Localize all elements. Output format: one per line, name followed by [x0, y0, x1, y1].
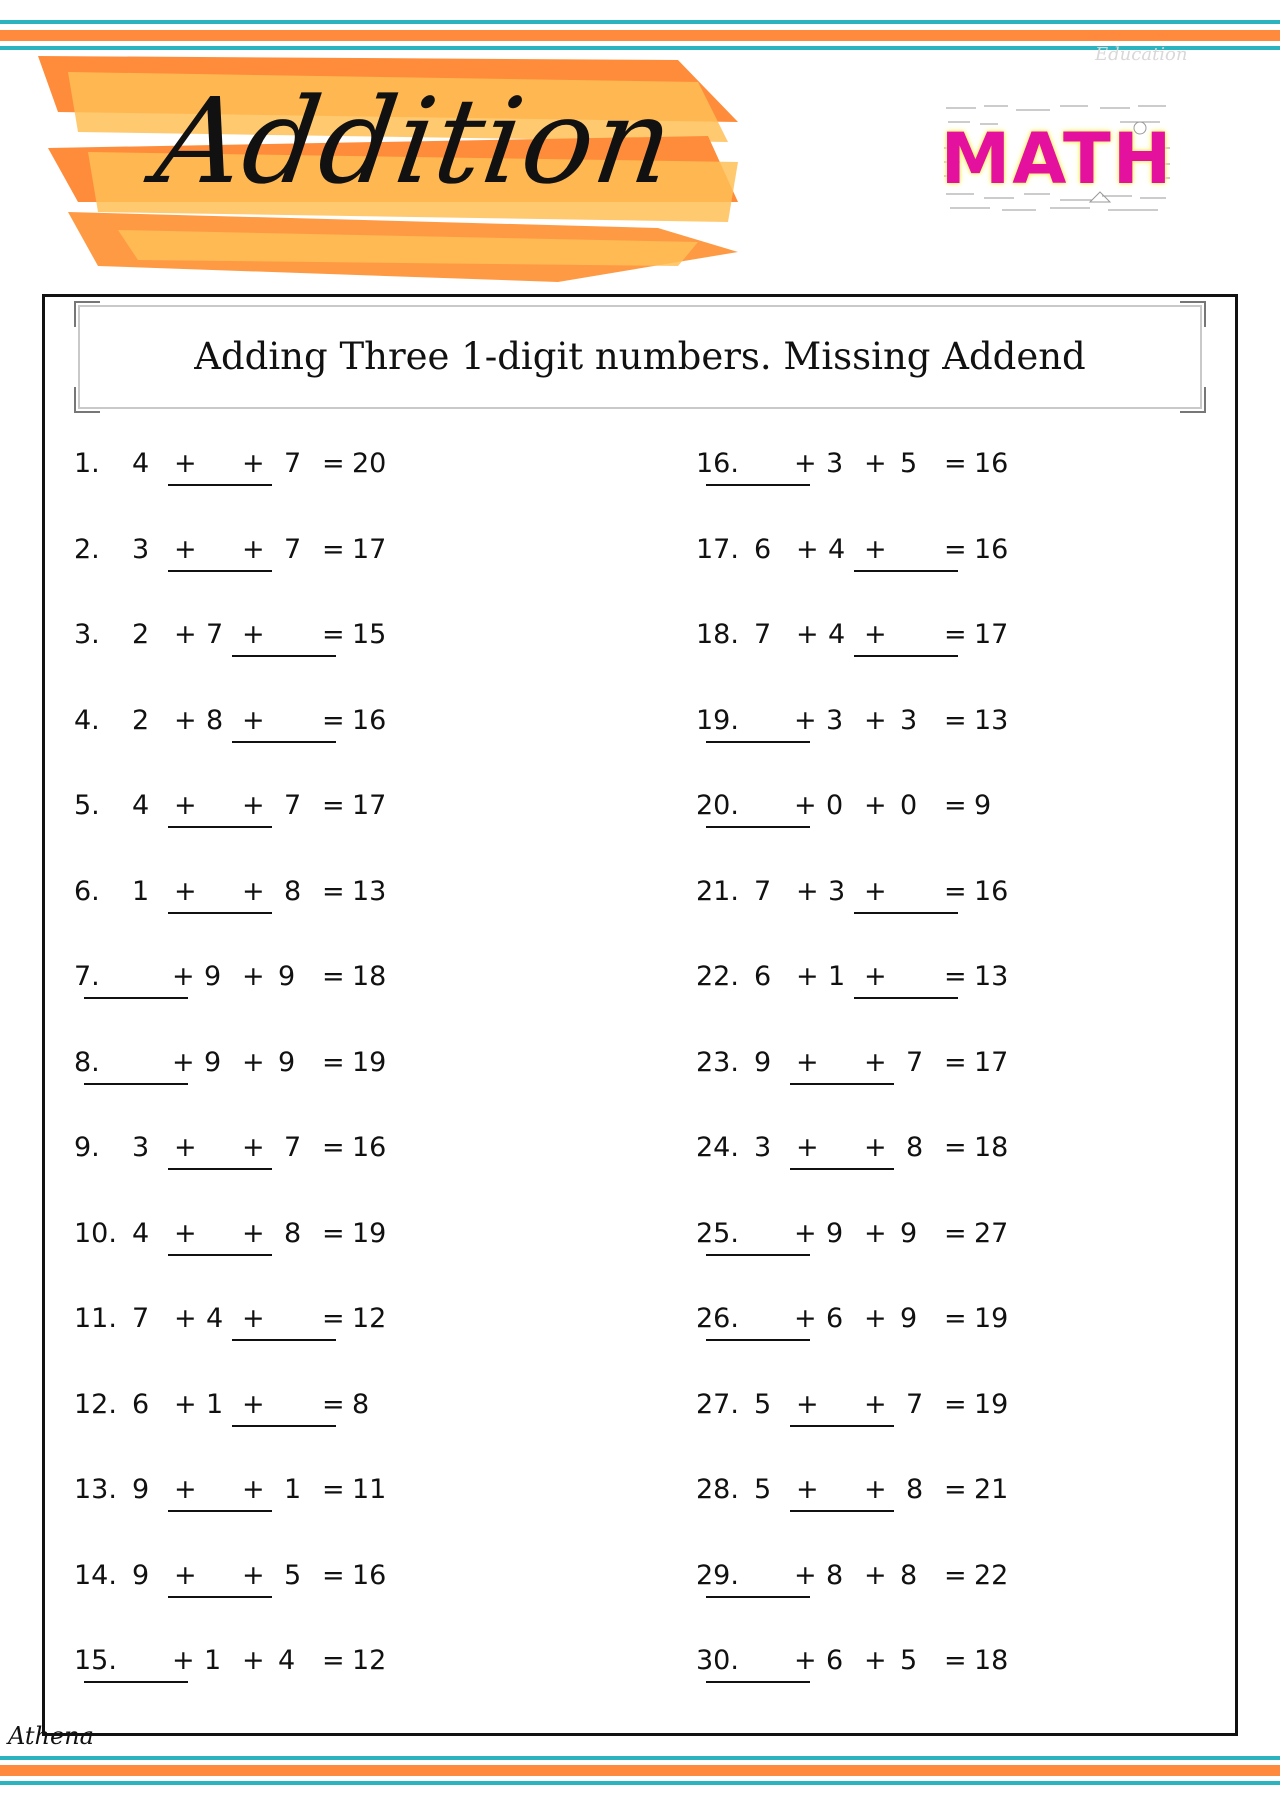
problem-item: [74, 1295, 594, 1345]
problem-number: 20.: [696, 790, 739, 821]
equals-sign: =: [944, 961, 967, 992]
plus-sign: +: [242, 1303, 265, 1334]
plus-sign: +: [794, 790, 817, 821]
equals-sign: =: [944, 876, 967, 907]
problem-number: 18.: [696, 619, 739, 650]
plus-sign: +: [242, 1645, 265, 1676]
equals-sign: =: [322, 1560, 345, 1591]
sum-value: 19: [352, 1047, 387, 1078]
addend-a: 6: [754, 534, 772, 565]
sum-value: 16: [974, 876, 1009, 907]
problem-item: [696, 611, 1216, 661]
answer-blank[interactable]: [168, 826, 272, 828]
answer-blank[interactable]: [168, 1510, 272, 1512]
plus-sign: +: [794, 1218, 817, 1249]
equals-sign: =: [322, 448, 345, 479]
answer-blank[interactable]: [168, 570, 272, 572]
addend-c: 7: [284, 1132, 302, 1163]
sum-value: 19: [974, 1303, 1009, 1334]
addend-b: 1: [204, 1645, 222, 1676]
sum-value: 17: [352, 790, 387, 821]
addend-c: 8: [906, 1474, 924, 1505]
plus-sign: +: [796, 1047, 819, 1078]
equals-sign: =: [322, 1389, 345, 1420]
plus-sign: +: [796, 961, 819, 992]
answer-blank[interactable]: [790, 1083, 894, 1085]
equals-sign: =: [322, 619, 345, 650]
equals-sign: =: [944, 534, 967, 565]
problem-item: [696, 868, 1216, 918]
top-stripe-teal: [0, 20, 1280, 24]
answer-blank[interactable]: [854, 912, 958, 914]
answer-blank[interactable]: [232, 1425, 336, 1427]
addend-b: 0: [826, 790, 844, 821]
problem-number: 5.: [74, 790, 100, 821]
addend-a: 5: [754, 1389, 772, 1420]
equals-sign: =: [322, 1047, 345, 1078]
problem-number: 24.: [696, 1132, 739, 1163]
addend-c: 3: [900, 705, 918, 736]
problem-item: [696, 953, 1216, 1003]
plus-sign: +: [794, 1303, 817, 1334]
plus-sign: +: [242, 448, 265, 479]
plus-sign: +: [172, 1047, 195, 1078]
addend-a: 2: [132, 619, 150, 650]
problem-item: [74, 1381, 594, 1431]
plus-sign: +: [242, 876, 265, 907]
addend-c: 5: [284, 1560, 302, 1591]
addend-c: 9: [278, 961, 296, 992]
plus-sign: +: [174, 876, 197, 907]
answer-blank[interactable]: [84, 997, 188, 999]
problem-number: 19.: [696, 705, 739, 736]
problem-number: 28.: [696, 1474, 739, 1505]
sum-value: 13: [974, 705, 1009, 736]
addend-a: 7: [132, 1303, 150, 1334]
plus-sign: +: [174, 1560, 197, 1591]
addend-a: 7: [754, 619, 772, 650]
addend-c: 9: [900, 1218, 918, 1249]
plus-sign: +: [864, 1474, 887, 1505]
addend-c: 7: [284, 790, 302, 821]
problem-item: [74, 1466, 594, 1516]
sum-value: 18: [352, 961, 387, 992]
problem-number: 2.: [74, 534, 100, 565]
plus-sign: +: [174, 790, 197, 821]
plus-sign: +: [242, 1047, 265, 1078]
plus-sign: +: [242, 534, 265, 565]
problem-number: 25.: [696, 1218, 739, 1249]
answer-blank[interactable]: [790, 1425, 894, 1427]
addend-b: 3: [826, 705, 844, 736]
sum-value: 8: [352, 1389, 370, 1420]
sum-value: 19: [974, 1389, 1009, 1420]
equals-sign: =: [322, 876, 345, 907]
answer-blank[interactable]: [168, 484, 272, 486]
addend-a: 3: [132, 534, 150, 565]
problem-number: 11.: [74, 1303, 117, 1334]
answer-blank[interactable]: [84, 1681, 188, 1683]
addend-b: 9: [204, 961, 222, 992]
problem-item: [74, 526, 594, 576]
sum-value: 9: [974, 790, 992, 821]
answer-blank[interactable]: [232, 741, 336, 743]
problem-item: [74, 1124, 594, 1174]
plus-sign: +: [174, 1389, 197, 1420]
problem-item: [696, 1124, 1216, 1174]
plus-sign: +: [794, 448, 817, 479]
addend-b: 4: [206, 1303, 224, 1334]
answer-blank[interactable]: [706, 1254, 810, 1256]
plus-sign: +: [864, 1218, 887, 1249]
answer-blank[interactable]: [790, 1168, 894, 1170]
equals-sign: =: [322, 1218, 345, 1249]
worksheet-title-frame: [78, 305, 1202, 409]
sum-value: 16: [352, 705, 387, 736]
sum-value: 13: [352, 876, 387, 907]
addend-b: 8: [826, 1560, 844, 1591]
answer-blank[interactable]: [84, 1083, 188, 1085]
addend-a: 6: [754, 961, 772, 992]
plus-sign: +: [242, 705, 265, 736]
problem-number: 9.: [74, 1132, 100, 1163]
problem-number: 7.: [74, 961, 100, 992]
problem-number: 30.: [696, 1645, 739, 1676]
plus-sign: +: [864, 790, 887, 821]
plus-sign: +: [242, 1132, 265, 1163]
sum-value: 19: [352, 1218, 387, 1249]
equals-sign: =: [944, 1389, 967, 1420]
bottom-stripe-teal-lower: [0, 1781, 1280, 1785]
answer-blank[interactable]: [706, 484, 810, 486]
plus-sign: +: [796, 534, 819, 565]
addend-a: 4: [132, 1218, 150, 1249]
plus-sign: +: [242, 1218, 265, 1249]
bottom-stripe-teal: [0, 1756, 1280, 1760]
addend-c: 7: [906, 1047, 924, 1078]
plus-sign: +: [864, 534, 887, 565]
sum-value: 22: [974, 1560, 1009, 1591]
answer-blank[interactable]: [854, 655, 958, 657]
problem-number: 26.: [696, 1303, 739, 1334]
sum-value: 17: [974, 619, 1009, 650]
equals-sign: =: [322, 1303, 345, 1334]
problem-item: [696, 1210, 1216, 1260]
answer-blank[interactable]: [854, 570, 958, 572]
addend-b: 3: [826, 448, 844, 479]
equals-sign: =: [944, 1303, 967, 1334]
addend-a: 3: [132, 1132, 150, 1163]
problem-item: [74, 697, 594, 747]
sum-value: 16: [974, 448, 1009, 479]
watermark-top: Education: [1095, 44, 1188, 65]
sum-value: 17: [352, 534, 387, 565]
addend-c: 1: [284, 1474, 302, 1505]
plus-sign: +: [864, 1389, 887, 1420]
plus-sign: +: [794, 705, 817, 736]
addend-a: 7: [754, 876, 772, 907]
plus-sign: +: [242, 1474, 265, 1505]
problem-item: [74, 782, 594, 832]
top-stripe-teal-lower: [0, 46, 1280, 50]
sum-value: 18: [974, 1645, 1009, 1676]
answer-blank[interactable]: [706, 826, 810, 828]
answer-blank[interactable]: [706, 741, 810, 743]
worksheet-frame: [42, 294, 1238, 1736]
addend-b: 3: [828, 876, 846, 907]
addend-b: 4: [828, 534, 846, 565]
addend-b: 9: [826, 1218, 844, 1249]
problem-item: [696, 697, 1216, 747]
problem-item: [74, 440, 594, 490]
problem-number: 29.: [696, 1560, 739, 1591]
equals-sign: =: [322, 534, 345, 565]
addend-c: 5: [900, 1645, 918, 1676]
addend-c: 8: [900, 1560, 918, 1591]
answer-blank[interactable]: [790, 1510, 894, 1512]
plus-sign: +: [864, 876, 887, 907]
addend-a: 9: [754, 1047, 772, 1078]
problem-number: 22.: [696, 961, 739, 992]
bottom-stripe-orange: [0, 1765, 1280, 1776]
plus-sign: +: [242, 1560, 265, 1591]
equals-sign: =: [944, 1132, 967, 1163]
plus-sign: +: [864, 705, 887, 736]
addend-b: 6: [826, 1303, 844, 1334]
answer-blank[interactable]: [232, 655, 336, 657]
problem-number: 10.: [74, 1218, 117, 1249]
addend-b: 8: [206, 705, 224, 736]
addend-c: 7: [906, 1389, 924, 1420]
answer-blank[interactable]: [706, 1339, 810, 1341]
addend-c: 7: [284, 448, 302, 479]
math-badge: [940, 98, 1174, 216]
plus-sign: +: [864, 1303, 887, 1334]
plus-sign: +: [864, 1645, 887, 1676]
plus-sign: +: [174, 1132, 197, 1163]
plus-sign: +: [796, 1474, 819, 1505]
math-badge-label: MATH: [940, 118, 1174, 200]
problem-number: 8.: [74, 1047, 100, 1078]
equals-sign: =: [944, 1218, 967, 1249]
signature: Athena: [8, 1722, 94, 1750]
plus-sign: +: [242, 790, 265, 821]
plus-sign: +: [796, 1132, 819, 1163]
addend-a: 4: [132, 790, 150, 821]
sum-value: 11: [352, 1474, 387, 1505]
sum-value: 20: [352, 448, 387, 479]
addend-b: 7: [206, 619, 224, 650]
addend-b: 4: [828, 619, 846, 650]
plus-sign: +: [794, 1560, 817, 1591]
sum-value: 15: [352, 619, 387, 650]
plus-sign: +: [174, 619, 197, 650]
sum-value: 16: [974, 534, 1009, 565]
addend-c: 8: [284, 876, 302, 907]
plus-sign: +: [174, 1303, 197, 1334]
problem-number: 27.: [696, 1389, 739, 1420]
equals-sign: =: [944, 1047, 967, 1078]
sum-value: 16: [352, 1132, 387, 1163]
problem-item: [696, 1637, 1216, 1687]
sum-value: 21: [974, 1474, 1009, 1505]
addend-c: 0: [900, 790, 918, 821]
plus-sign: +: [864, 961, 887, 992]
equals-sign: =: [944, 448, 967, 479]
plus-sign: +: [794, 1645, 817, 1676]
equals-sign: =: [944, 705, 967, 736]
problem-item: [74, 1039, 594, 1089]
sum-value: 16: [352, 1560, 387, 1591]
plus-sign: +: [174, 705, 197, 736]
addend-a: 4: [132, 448, 150, 479]
answer-blank[interactable]: [168, 1596, 272, 1598]
addend-a: 5: [754, 1474, 772, 1505]
addend-a: 9: [132, 1474, 150, 1505]
addend-a: 6: [132, 1389, 150, 1420]
problem-item: [696, 526, 1216, 576]
plus-sign: +: [242, 1389, 265, 1420]
problem-item: [74, 953, 594, 1003]
problem-number: 14.: [74, 1560, 117, 1591]
equals-sign: =: [944, 619, 967, 650]
problem-number: 6.: [74, 876, 100, 907]
plus-sign: +: [172, 961, 195, 992]
answer-blank[interactable]: [706, 1681, 810, 1683]
addend-c: 9: [900, 1303, 918, 1334]
addend-b: 6: [826, 1645, 844, 1676]
problem-item: [74, 1637, 594, 1687]
problem-item: [74, 1552, 594, 1602]
addend-c: 4: [278, 1645, 296, 1676]
equals-sign: =: [322, 961, 345, 992]
addition-logo: [38, 52, 750, 284]
plus-sign: +: [174, 448, 197, 479]
answer-blank[interactable]: [168, 912, 272, 914]
problem-item: [74, 611, 594, 661]
plus-sign: +: [174, 1474, 197, 1505]
plus-sign: +: [796, 876, 819, 907]
equals-sign: =: [944, 1645, 967, 1676]
plus-sign: +: [864, 1132, 887, 1163]
plus-sign: +: [796, 1389, 819, 1420]
problem-item: [696, 782, 1216, 832]
addend-b: 1: [206, 1389, 224, 1420]
problem-number: 23.: [696, 1047, 739, 1078]
answer-blank[interactable]: [854, 997, 958, 999]
problem-item: [74, 1210, 594, 1260]
equals-sign: =: [944, 1560, 967, 1591]
problem-number: 13.: [74, 1474, 117, 1505]
top-stripe-orange: [0, 30, 1280, 41]
problem-item: [696, 1039, 1216, 1089]
problem-item: [74, 868, 594, 918]
answer-blank[interactable]: [168, 1168, 272, 1170]
plus-sign: +: [864, 619, 887, 650]
addend-c: 8: [906, 1132, 924, 1163]
equals-sign: =: [944, 790, 967, 821]
addend-c: 9: [278, 1047, 296, 1078]
answer-blank[interactable]: [168, 1254, 272, 1256]
addend-c: 8: [284, 1218, 302, 1249]
equals-sign: =: [944, 1474, 967, 1505]
sum-value: 18: [974, 1132, 1009, 1163]
plus-sign: +: [242, 961, 265, 992]
sum-value: 17: [974, 1047, 1009, 1078]
plus-sign: +: [242, 619, 265, 650]
problem-number: 16.: [696, 448, 739, 479]
addend-a: 2: [132, 705, 150, 736]
addend-a: 9: [132, 1560, 150, 1591]
plus-sign: +: [864, 448, 887, 479]
logo-title: Addition: [148, 72, 682, 210]
problem-number: 1.: [74, 448, 100, 479]
answer-blank[interactable]: [706, 1596, 810, 1598]
sum-value: 12: [352, 1303, 387, 1334]
problem-item: [696, 1466, 1216, 1516]
addend-c: 5: [900, 448, 918, 479]
addend-a: 1: [132, 876, 150, 907]
answer-blank[interactable]: [232, 1339, 336, 1341]
problem-number: 12.: [74, 1389, 117, 1420]
problem-item: [696, 1295, 1216, 1345]
problem-number: 15.: [74, 1645, 117, 1676]
addend-b: 9: [204, 1047, 222, 1078]
problem-item: [696, 1381, 1216, 1431]
plus-sign: +: [864, 1560, 887, 1591]
plus-sign: +: [174, 534, 197, 565]
problem-number: 3.: [74, 619, 100, 650]
problem-number: 4.: [74, 705, 100, 736]
addend-c: 7: [284, 534, 302, 565]
equals-sign: =: [322, 705, 345, 736]
plus-sign: +: [174, 1218, 197, 1249]
equals-sign: =: [322, 1474, 345, 1505]
sum-value: 27: [974, 1218, 1009, 1249]
problem-item: [696, 1552, 1216, 1602]
addend-b: 1: [828, 961, 846, 992]
problem-item: [696, 440, 1216, 490]
equals-sign: =: [322, 790, 345, 821]
plus-sign: +: [172, 1645, 195, 1676]
plus-sign: +: [864, 1047, 887, 1078]
sum-value: 12: [352, 1645, 387, 1676]
problem-number: 17.: [696, 534, 739, 565]
equals-sign: =: [322, 1132, 345, 1163]
worksheet-title: Adding Three 1-digit numbers. Missing Addend: [194, 335, 1086, 378]
plus-sign: +: [796, 619, 819, 650]
addend-a: 3: [754, 1132, 772, 1163]
equals-sign: =: [322, 1645, 345, 1676]
problem-number: 21.: [696, 876, 739, 907]
sum-value: 13: [974, 961, 1009, 992]
